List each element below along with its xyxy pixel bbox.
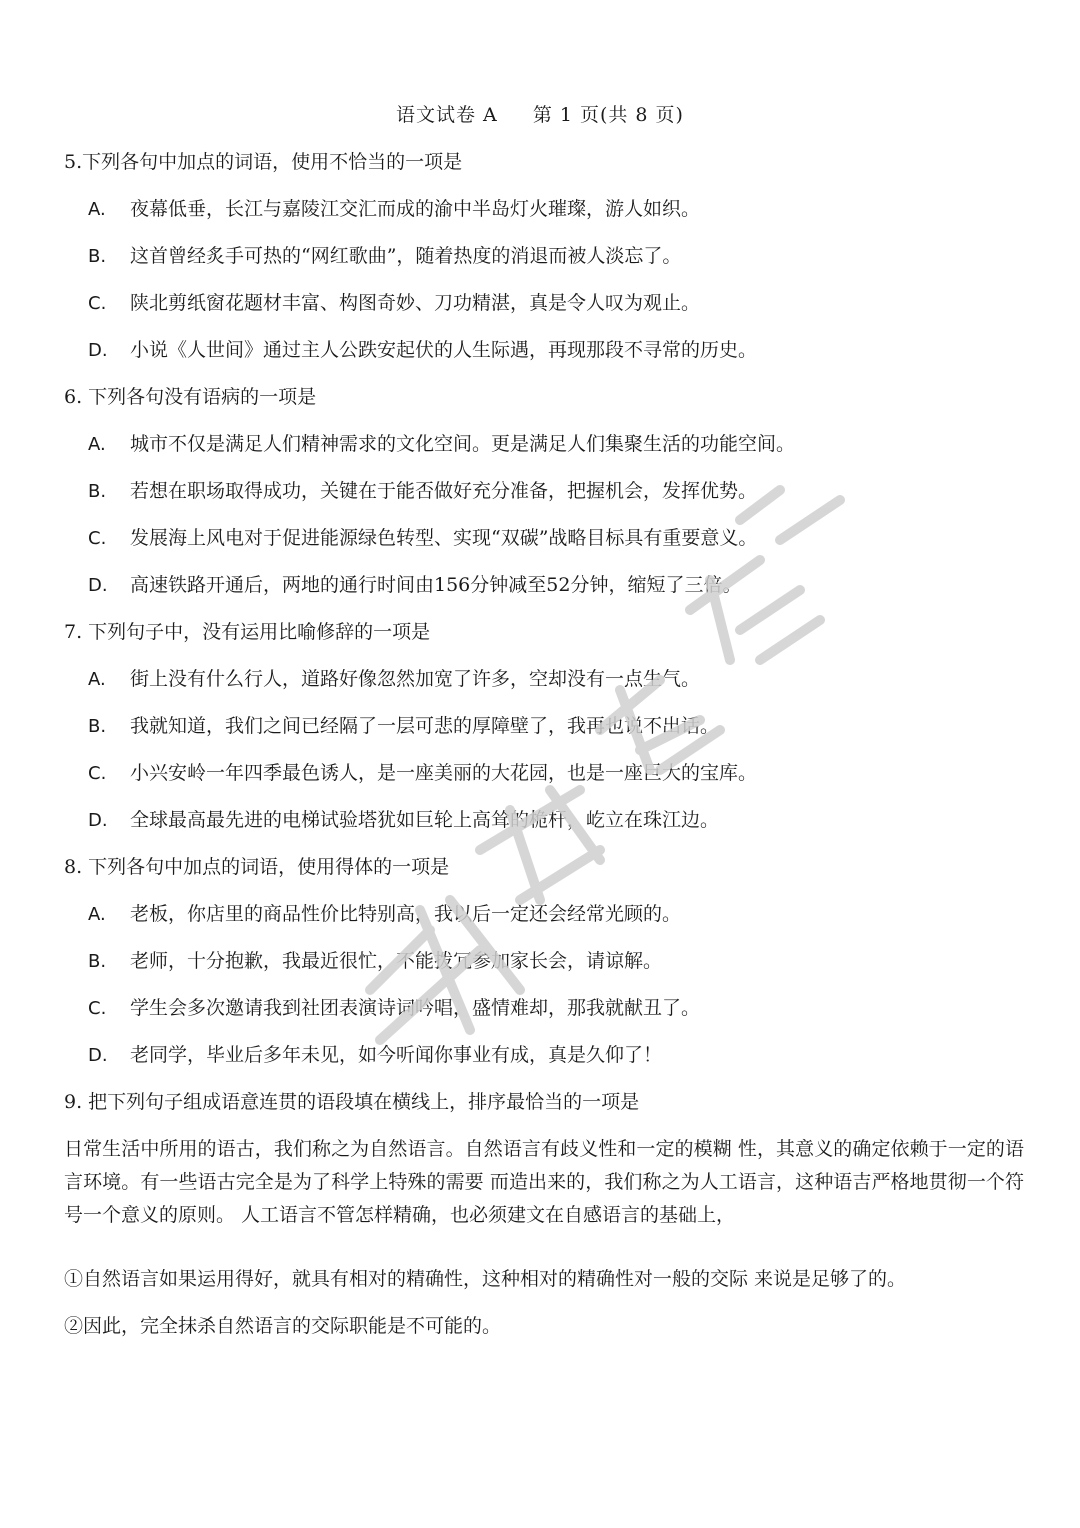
option-text: 城市不仅是满足人们精神需求的文化空间。更是满足人们集聚生活的功能空间。: [130, 433, 796, 455]
option-text: 这首曾经炙手可热的“网红歌曲”，随着热度的消退而被人淡忘了。: [130, 245, 682, 267]
option: [88, 572, 741, 599]
option-text: 夜幕低垂，长江与嘉陵江交汇而成的渝中半岛灯火璀璨，游人如织。: [130, 198, 701, 220]
option-letter: B.: [88, 481, 107, 502]
option-text: 陕北剪纸窗花题材丰富、构图奇妙、刀功精湛，真是令人叹为观止。: [130, 292, 701, 314]
option-letter: D.: [88, 575, 108, 596]
option-text: 学生会多次邀请我到社团表演诗词吟唱，盛情难却，那我就献丑了。: [130, 997, 701, 1019]
option-letter: C.: [88, 528, 107, 549]
option-letter: C.: [88, 998, 107, 1019]
option-letter: A.: [88, 669, 106, 690]
option-letter: D.: [88, 340, 108, 361]
option-letter: C.: [88, 293, 107, 314]
option-letter: A.: [88, 434, 106, 455]
option: [88, 760, 757, 787]
option-letter: A.: [88, 904, 106, 925]
option-text: 若想在职场取得成功，关键在于能否做好充分准备，把握机会，发挥优势。: [130, 480, 758, 502]
option: [88, 478, 757, 505]
option-letter: B.: [88, 246, 107, 267]
option-letter: B.: [88, 951, 107, 972]
option-text: 小说《人世间》通过主人公跌安起伏的人生际遇，再现那段不寻常的历史。: [130, 339, 758, 361]
option-text: 发展海上风电对于促进能源绿色转型、实现“双碳”战略目标具有重要意义。: [130, 527, 758, 549]
option-letter: A.: [88, 199, 106, 220]
sentence-2: ②因此，完全抹杀自然语言的交际职能是不可能的。: [64, 1315, 502, 1337]
option-text: 高速铁路开通后，两地的通行时间由156分钟减至52分钟，缩短了三倍。: [130, 574, 742, 596]
question-stem: 7. 下列句子中，没有运用比喻修辞的一项是: [64, 621, 431, 643]
question-stem: 6. 下列各句没有语病的一项是: [64, 386, 317, 408]
passage: 日常生活中所用的语古，我们称之为自然语言。自然语言有歧义性和一定的模糊 性，其意义的确定依赖于一定的语言环境。有一些语古完全是为了科学上特殊的需要 而造出来的，我们称之为人工语言，这种语吉严格地贯彻一个符号一个意义的原则。 人工语言不管怎样精确，也必须建文在自感语言的基础上，: [64, 1138, 1024, 1226]
option: [88, 995, 700, 1022]
question-stem: 8. 下列各句中加点的词语，使用得体的一项是: [64, 856, 450, 878]
option-text: 小兴安岭一年四季最色诱人，是一座美丽的大花园，也是一座巨大的宝库。: [130, 762, 758, 784]
sentence-1: ①自然语言如果运用得好，就具有相对的精确性，这种相对的精确性对一般的交际 来说是足够了的。: [64, 1268, 907, 1290]
option: [88, 807, 719, 834]
option-text: 老同学，毕业后多年未见，如今听闻你事业有成，真是久仰了！: [130, 1044, 663, 1066]
option: [88, 196, 700, 223]
option-letter: D.: [88, 1045, 108, 1066]
option: [88, 337, 757, 364]
option-letter: D.: [88, 810, 108, 831]
option: [88, 666, 700, 693]
option: [88, 713, 719, 740]
option-text: 老板，你店里的商品性价比特别高，我以后一定还会经常光顾的。: [130, 903, 682, 925]
option-text: 街上没有什么行人，道路好像忽然加宽了许多，空却没有一点生气。: [130, 668, 701, 690]
option-text: 老师，十分抱歉，我最近很忙，不能拨冗参加家长会，请谅解。: [130, 950, 663, 972]
option: [88, 243, 681, 270]
option-text: 全球最高最先进的电梯试验塔犹如巨轮上高耸的桅杆，屹立在珠江边。: [130, 809, 720, 831]
option: [88, 1042, 662, 1069]
page-header: [0, 100, 1080, 127]
page-number: 第 1 页(共 8 页): [532, 104, 684, 126]
question-stem: 9. 把下列句子组成语意连贯的语段填在横线上，排序最恰当的一项是: [64, 1091, 640, 1113]
option: [88, 290, 700, 317]
option: [88, 525, 757, 552]
question-stem: 5.下列各句中加点的词语，使用不恰当的一项是: [64, 151, 463, 173]
option-text: 我就知道，我们之间已经隔了一层可悲的厚障壁了，我再也说不出话。: [130, 715, 720, 737]
option: [88, 901, 681, 928]
paper-title: 语文试卷 A: [396, 104, 498, 126]
option-letter: B.: [88, 716, 107, 737]
option: [88, 431, 795, 458]
option-letter: C.: [88, 763, 107, 784]
option: [88, 948, 662, 975]
